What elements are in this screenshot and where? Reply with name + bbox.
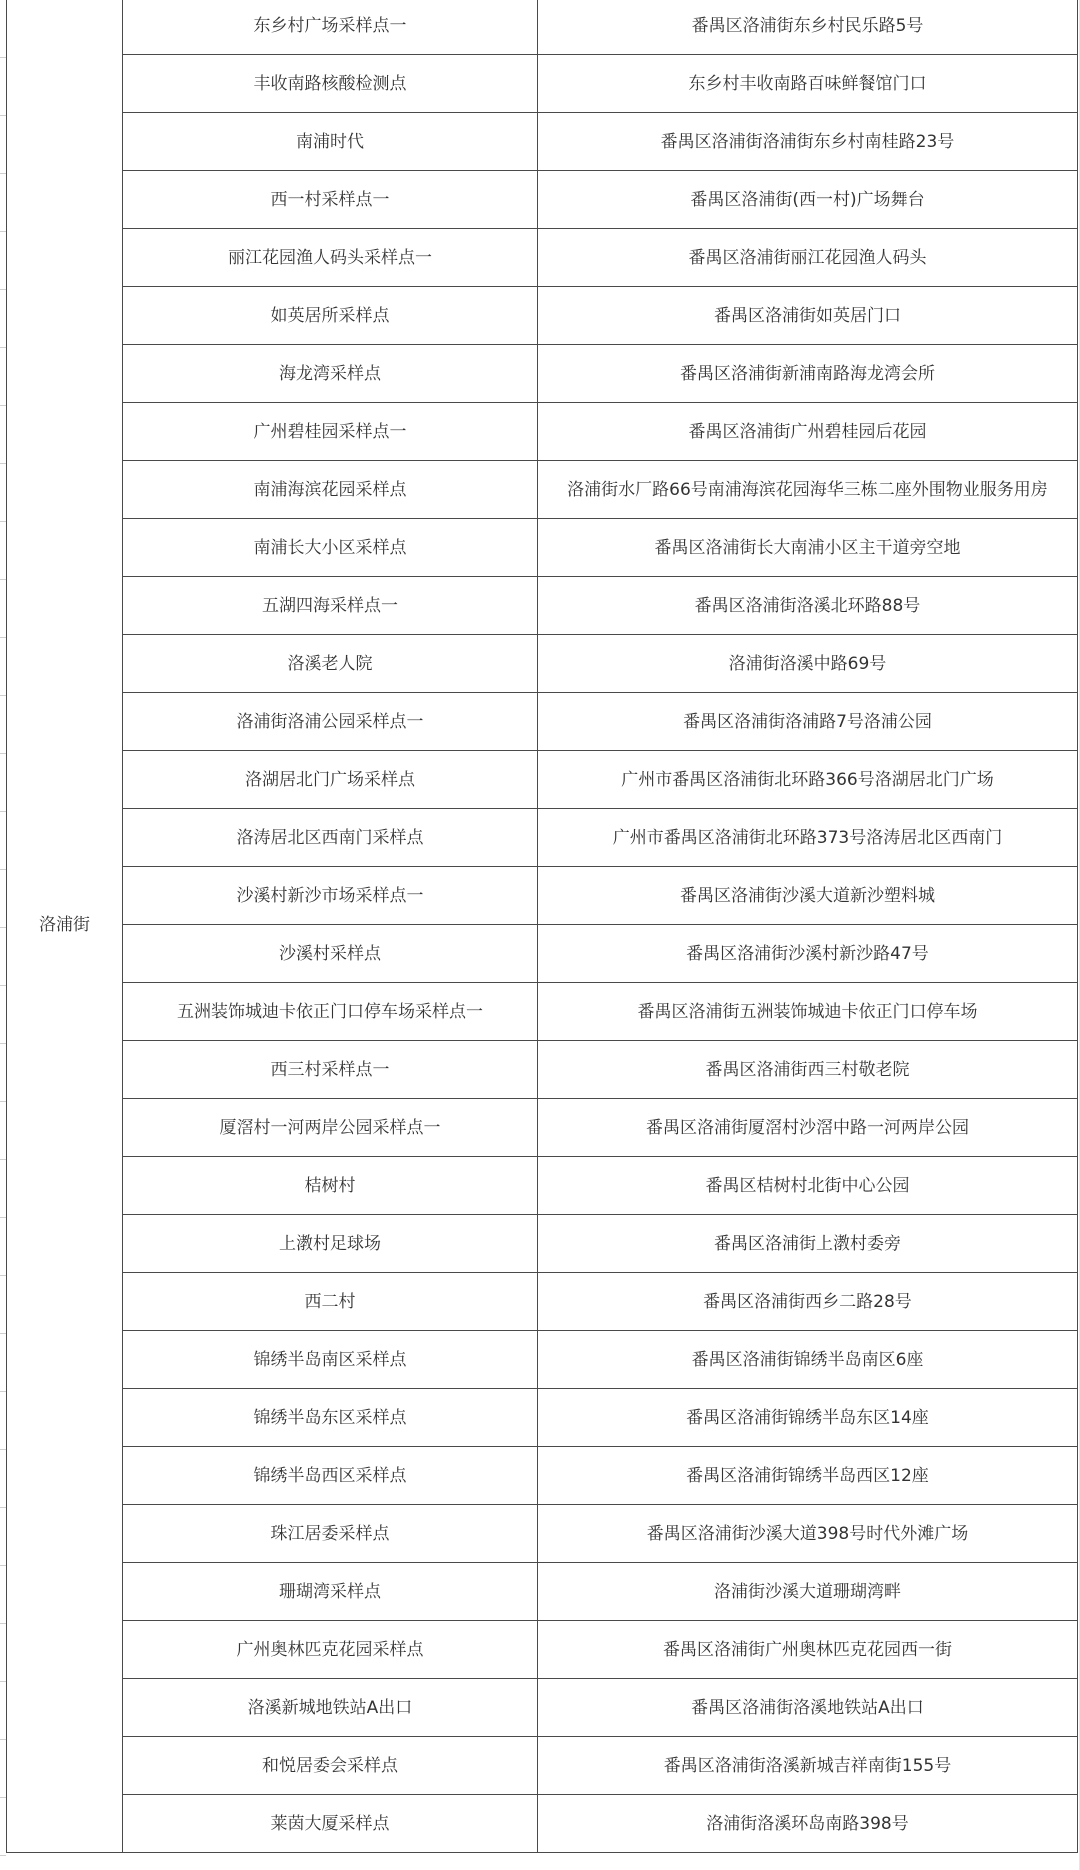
table-row [7,519,1078,577]
site-name-cell: 南浦海滨花园采样点 [123,461,538,519]
site-address-cell: 番禺区洛浦街如英居门口 [538,287,1078,345]
site-name-cell: 南浦长大小区采样点 [123,519,538,577]
site-address-cell: 东乡村丰收南路百味鲜餐馆门口 [538,55,1078,113]
table-row [7,287,1078,345]
site-name-cell: 洛湖居北门广场采样点 [123,751,538,809]
site-name-cell: 东乡村广场采样点一 [123,0,538,55]
site-address-cell: 番禺区洛浦街上漖村委旁 [538,1215,1078,1273]
site-name-cell: 锦绣半岛西区采样点 [123,1447,538,1505]
table-row [7,229,1078,287]
site-address-cell: 番禺区洛浦街洛浦街东乡村南桂路23号 [538,113,1078,171]
table-row [7,1679,1078,1737]
table-row [7,1505,1078,1563]
table-row [7,1331,1078,1389]
site-address-cell: 番禺区洛浦街东乡村民乐路5号 [538,0,1078,55]
site-name-cell: 莱茵大厦采样点 [123,1795,538,1853]
site-address-cell: 番禺区洛浦街西乡二路28号 [538,1273,1078,1331]
site-name-cell: 广州奥林匹克花园采样点 [123,1621,538,1679]
site-address-cell: 番禺区洛浦街厦滘村沙滘中路一河两岸公园 [538,1099,1078,1157]
table-row [7,403,1078,461]
site-address-cell: 洛浦街洛溪中路69号 [538,635,1078,693]
site-name-cell: 厦滘村一河两岸公园采样点一 [123,1099,538,1157]
table-row [7,1737,1078,1795]
site-name-cell: 洛涛居北区西南门采样点 [123,809,538,867]
site-name-cell: 西三村采样点一 [123,1041,538,1099]
site-name-cell: 和悦居委会采样点 [123,1737,538,1795]
site-address-cell: 洛浦街洛溪环岛南路398号 [538,1795,1078,1853]
site-address-cell: 广州市番禺区洛浦街北环路373号洛涛居北区西南门 [538,809,1078,867]
table-row [7,1621,1078,1679]
site-name-cell: 洛溪老人院 [123,635,538,693]
table-row [7,635,1078,693]
table-row [7,113,1078,171]
table-row [7,751,1078,809]
site-name-cell: 珊瑚湾采样点 [123,1563,538,1621]
site-address-cell: 番禺区洛浦街洛溪地铁站A出口 [538,1679,1078,1737]
site-name-cell: 西二村 [123,1273,538,1331]
site-address-cell: 番禺区洛浦街丽江花园渔人码头 [538,229,1078,287]
table-row [7,983,1078,1041]
site-name-cell: 西一村采样点一 [123,171,538,229]
site-address-cell: 番禺区桔树村北街中心公园 [538,1157,1078,1215]
site-name-cell: 如英居所采样点 [123,287,538,345]
table-row [7,0,1078,55]
table-row [7,1389,1078,1447]
site-name-cell: 广州碧桂园采样点一 [123,403,538,461]
site-address-cell: 番禺区洛浦街长大南浦小区主干道旁空地 [538,519,1078,577]
site-name-cell: 洛浦街洛浦公园采样点一 [123,693,538,751]
table-body [7,0,1078,1853]
site-address-cell: 番禺区洛浦街西三村敬老院 [538,1041,1078,1099]
site-address-cell: 番禺区洛浦街(西一村)广场舞台 [538,171,1078,229]
site-name-cell: 五洲装饰城迪卡依正门口停车场采样点一 [123,983,538,1041]
sampling-sites-table [6,0,1078,1853]
site-address-cell: 番禺区洛浦街新浦南路海龙湾会所 [538,345,1078,403]
site-name-cell: 锦绣半岛东区采样点 [123,1389,538,1447]
table-row [7,1041,1078,1099]
site-address-cell: 番禺区洛浦街广州奥林匹克花园西一街 [538,1621,1078,1679]
table-row [7,693,1078,751]
site-address-cell: 番禺区洛浦街洛溪北环路88号 [538,577,1078,635]
table-row [7,1563,1078,1621]
site-name-cell: 珠江居委采样点 [123,1505,538,1563]
table-row [7,809,1078,867]
site-address-cell: 番禺区洛浦街锦绣半岛西区12座 [538,1447,1078,1505]
table-row [7,1215,1078,1273]
site-name-cell: 洛溪新城地铁站A出口 [123,1679,538,1737]
site-address-cell: 番禺区洛浦街广州碧桂园后花园 [538,403,1078,461]
table-row [7,171,1078,229]
site-name-cell: 海龙湾采样点 [123,345,538,403]
table-row [7,345,1078,403]
site-name-cell: 沙溪村新沙市场采样点一 [123,867,538,925]
site-address-cell: 番禺区洛浦街沙溪大道398号时代外滩广场 [538,1505,1078,1563]
site-address-cell: 番禺区洛浦街沙溪村新沙路47号 [538,925,1078,983]
table-row [7,925,1078,983]
site-address-cell: 番禺区洛浦街洛浦路7号洛浦公园 [538,693,1078,751]
site-name-cell: 丽江花园渔人码头采样点一 [123,229,538,287]
table-row [7,1099,1078,1157]
site-name-cell: 南浦时代 [123,113,538,171]
table-row [7,1273,1078,1331]
site-address-cell: 广州市番禺区洛浦街北环路366号洛湖居北门广场 [538,751,1078,809]
site-address-cell: 洛浦街沙溪大道珊瑚湾畔 [538,1563,1078,1621]
table-row [7,461,1078,519]
table-row [7,1795,1078,1853]
site-name-cell: 丰收南路核酸检测点 [123,55,538,113]
site-address-cell: 番禺区洛浦街沙溪大道新沙塑料城 [538,867,1078,925]
site-name-cell: 桔树村 [123,1157,538,1215]
site-address-cell: 番禺区洛浦街洛溪新城吉祥南街155号 [538,1737,1078,1795]
site-name-cell: 锦绣半岛南区采样点 [123,1331,538,1389]
site-address-cell: 番禺区洛浦街五洲装饰城迪卡依正门口停车场 [538,983,1078,1041]
site-name-cell: 上漖村足球场 [123,1215,538,1273]
table-row [7,1157,1078,1215]
table-row [7,577,1078,635]
table-row [7,1447,1078,1505]
district-cell: 洛浦街 [7,0,123,1853]
table-row [7,867,1078,925]
site-address-cell: 番禺区洛浦街锦绣半岛南区6座 [538,1331,1078,1389]
table-row [7,55,1078,113]
site-name-cell: 五湖四海采样点一 [123,577,538,635]
site-name-cell: 沙溪村采样点 [123,925,538,983]
site-address-cell: 番禺区洛浦街锦绣半岛东区14座 [538,1389,1078,1447]
site-address-cell: 洛浦街水厂路66号南浦海滨花园海华三栋二座外围物业服务用房 [538,461,1078,519]
